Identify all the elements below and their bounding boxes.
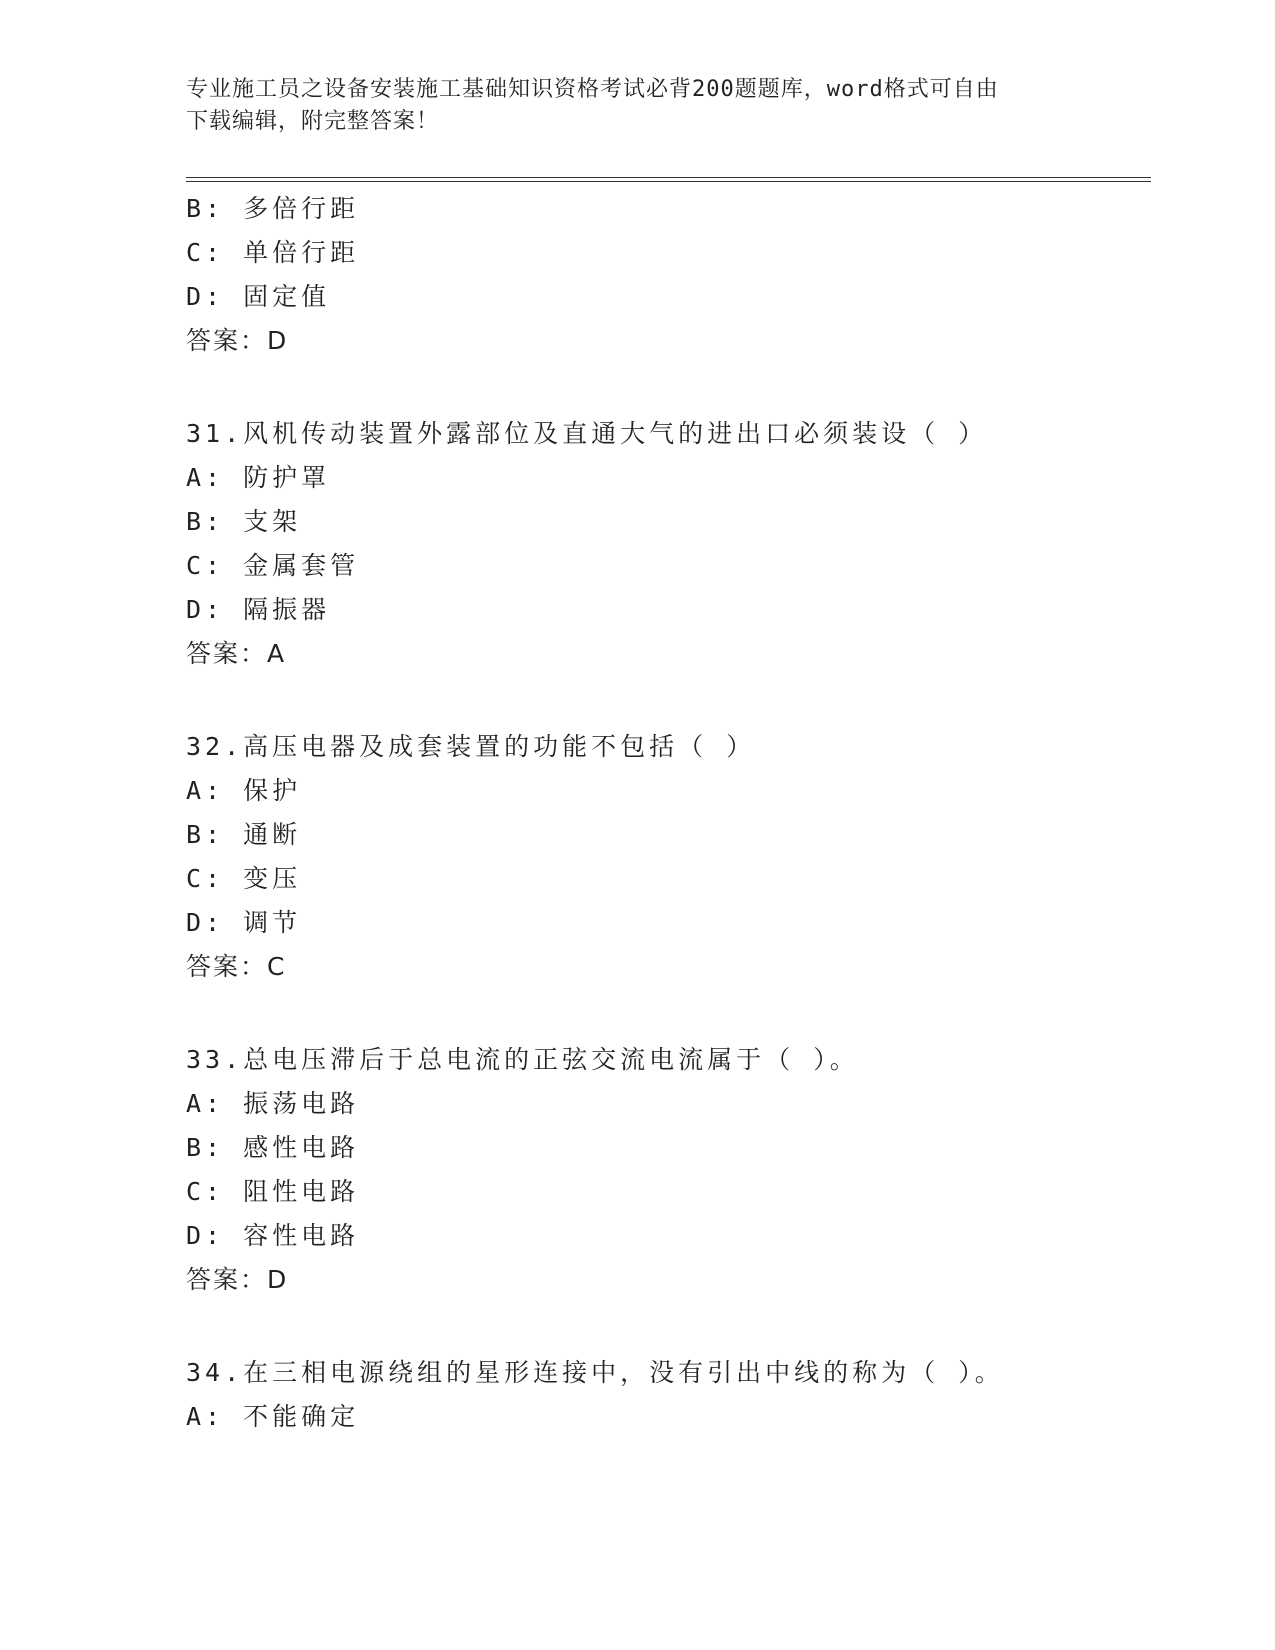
q31-option-c: C: 金属套管 xyxy=(186,551,360,580)
q33-option-a: A: 振荡电路 xyxy=(186,1089,360,1118)
q31-option-d: D: 隔振器 xyxy=(186,595,331,624)
q31-option-a: A: 防护罩 xyxy=(186,463,331,492)
header-line-1: 专业施工员之设备安装施工基础知识资格考试必背200题题库，word格式可自由 xyxy=(186,77,999,102)
q33-answer: 答案：D xyxy=(186,1265,289,1294)
header-line-2: 下载编辑，附完整答案！ xyxy=(186,109,440,134)
q30-option-c: C: 单倍行距 xyxy=(186,238,360,267)
q33-question: 33.总电压滞后于总电流的正弦交流电流属于（ ）。 xyxy=(186,1045,859,1074)
header-divider-bottom xyxy=(186,181,1151,182)
q30-option-b: B: 多倍行距 xyxy=(186,194,360,223)
q33-option-b: B: 感性电路 xyxy=(186,1133,360,1162)
q32-option-b: B: 通断 xyxy=(186,820,302,849)
q34-question: 34.在三相电源绕组的星形连接中，没有引出中线的称为（ ）。 xyxy=(186,1358,1004,1387)
q32-option-a: A: 保护 xyxy=(186,776,302,805)
q32-question: 32.高压电器及成套装置的功能不包括（ ） xyxy=(186,732,756,761)
q34-option-a: A: 不能确定 xyxy=(186,1402,360,1431)
q31-option-b: B: 支架 xyxy=(186,507,302,536)
header-divider-top xyxy=(186,177,1151,178)
q33-option-d: D: 容性电路 xyxy=(186,1221,360,1250)
q32-option-c: C: 变压 xyxy=(186,864,302,893)
q31-answer: 答案：A xyxy=(186,639,287,668)
q30-answer: 答案：D xyxy=(186,326,289,355)
q31-question: 31.风机传动装置外露部位及直通大气的进出口必须装设（ ） xyxy=(186,419,988,448)
q33-option-c: C: 阻性电路 xyxy=(186,1177,360,1206)
q30-option-d: D: 固定值 xyxy=(186,282,331,311)
q32-option-d: D: 调节 xyxy=(186,908,302,937)
document-header xyxy=(186,74,1066,138)
q32-answer: 答案：C xyxy=(186,952,287,981)
